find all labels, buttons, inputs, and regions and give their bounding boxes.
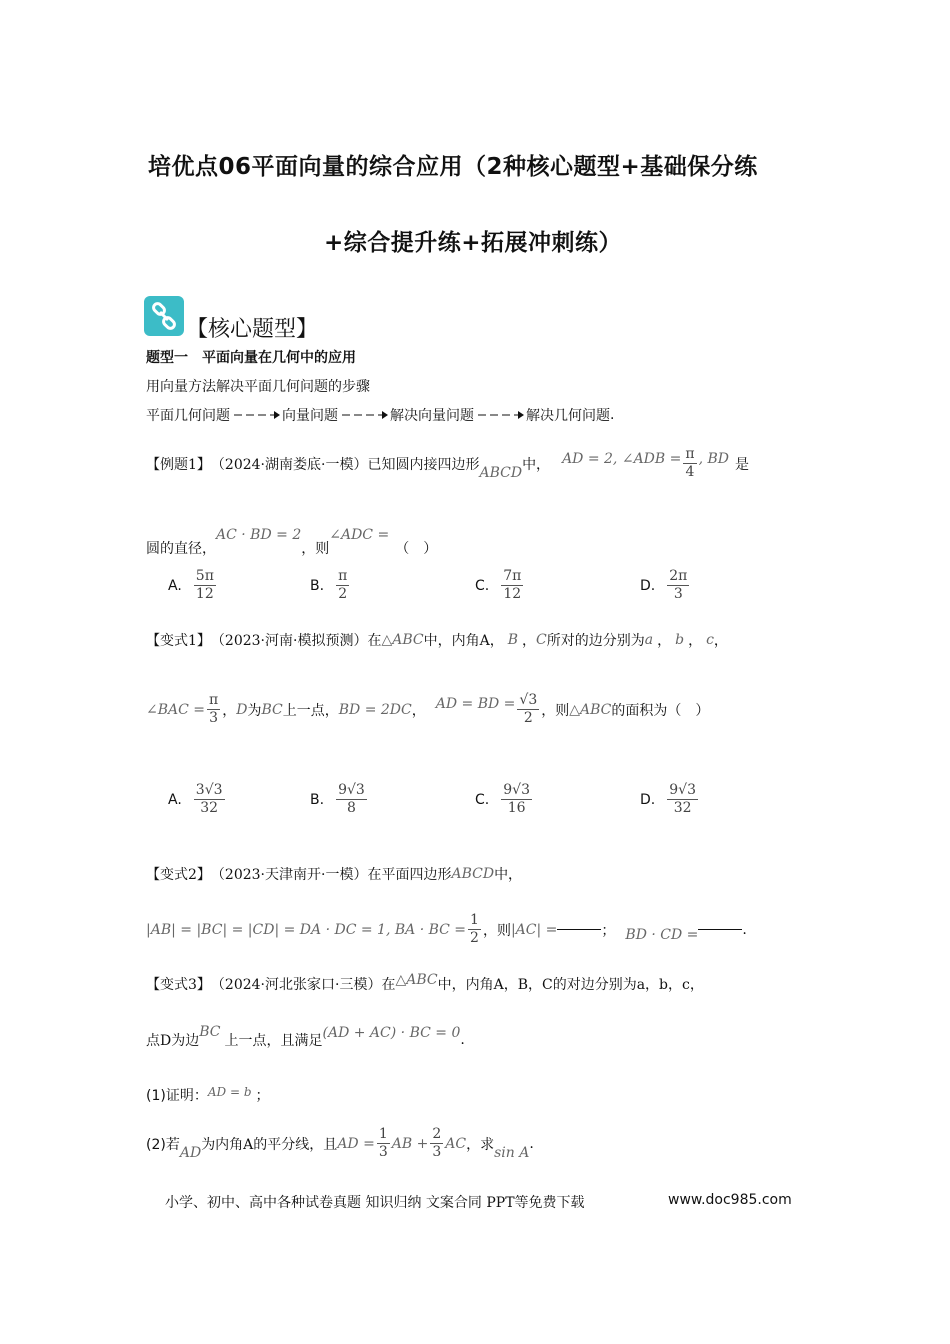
ad-b-math: AD = b	[207, 1085, 252, 1099]
option-fraction: $\frac{2\pi}{3}$	[669, 568, 688, 602]
step-3: 解决向量问题	[390, 408, 474, 424]
answer-blank-2[interactable]	[698, 929, 742, 930]
segment-bc: BC	[261, 701, 283, 718]
text: ，	[657, 633, 672, 649]
text: ；	[255, 1088, 270, 1104]
text: 为内角A的平分线，且	[201, 1136, 338, 1153]
variant-3-q1	[146, 1085, 270, 1105]
variant-1-tag: 【变式1】	[146, 633, 211, 649]
answer-blank-1[interactable]	[557, 929, 601, 930]
triangle-abc: △ABC	[395, 972, 438, 988]
ad-math: AD	[179, 1144, 202, 1161]
page-title-line2: +综合提升练+拓展冲刺练）	[324, 230, 623, 256]
ad-bd-math: AD = BD =	[435, 695, 516, 712]
text: 中，内角A，B，C的对边分别为a，b，c，	[437, 977, 704, 993]
question-type-1: 题型一 平面向量在几何中的应用	[146, 350, 356, 366]
example-1-option-c[interactable]	[475, 568, 523, 603]
variant-3-q2	[146, 1126, 534, 1161]
sin-a-math: sin A	[494, 1144, 530, 1161]
fraction-pi-3: $\frac{\pi}{3}$	[209, 692, 219, 726]
variant-3-line2	[146, 1024, 465, 1050]
link-icon	[144, 296, 184, 336]
text: ，求	[466, 1136, 495, 1153]
text: .	[460, 1032, 465, 1048]
option-fraction: $\frac{7\pi}{12}$	[503, 568, 522, 602]
fraction-sqrt3-2: $\frac{√3}{2}$	[519, 692, 538, 726]
text: 的面积为（ ）	[611, 702, 710, 719]
text: 上一点，	[282, 702, 339, 719]
step-2: 向量问题	[282, 408, 338, 424]
variant-1-line1	[146, 630, 728, 650]
option-letter: B.	[310, 577, 325, 594]
ac-math: |AC| =	[510, 921, 558, 938]
bd-cd-math: BD · CD =	[625, 926, 699, 943]
text: 点D为边	[146, 1033, 200, 1049]
text: ，	[522, 633, 537, 649]
variant-1-option-a[interactable]	[168, 782, 225, 817]
option-letter: A.	[168, 577, 182, 594]
ad-eq-math: AD =	[337, 1135, 375, 1152]
arrow-icon	[340, 410, 388, 420]
text: ，则	[482, 922, 511, 939]
option-letter: B.	[310, 791, 325, 808]
text: 是	[735, 456, 749, 473]
option-letter: C.	[475, 577, 490, 594]
text: ，	[713, 633, 728, 649]
example-1-tag: 【例题1】	[146, 456, 211, 473]
variant-3-source: （2024·河北张家口·三模）在	[210, 977, 396, 993]
example-1-source: （2024·湖南娄底·一模）已知圆内接四边形	[210, 456, 480, 473]
example-1-option-d[interactable]	[640, 568, 689, 603]
variant-1-option-d[interactable]	[640, 782, 698, 817]
arrow-icon	[232, 410, 280, 420]
point-d: D	[236, 701, 248, 718]
text: 所对的边分别为	[546, 633, 645, 649]
vertex-c: C	[536, 632, 547, 648]
text: 中，内角A，	[423, 633, 504, 649]
condition-math: |AB| = |BC| = |CD| = DA · DC = 1, BA · BC =	[146, 921, 467, 938]
footer-site-link[interactable]: www.doc985.com	[668, 1192, 792, 1208]
page-title-line1: 培优点06平面向量的综合应用（2种核心题型+基础保分练	[148, 154, 758, 180]
text: (2)若	[146, 1136, 180, 1153]
fraction-pi-4: $\frac{\pi}{4}$	[685, 446, 695, 480]
equation-math: (AD + AC) · BC = 0	[322, 1025, 461, 1041]
example-1-line2	[146, 512, 437, 558]
variant-1-line2	[146, 692, 709, 727]
step-1: 平面几何问题	[146, 408, 230, 424]
footer-text: 小学、初中、高中各种试卷真题 知识归纳 文案合同 PPT等免费下载	[165, 1195, 585, 1211]
bd-2dc-math: BD = 2DC	[338, 701, 412, 718]
condition-bd: , BD	[698, 450, 729, 467]
variant-1-source: （2023·河南·模拟预测）在	[210, 633, 382, 649]
text: （ ）	[395, 541, 438, 557]
example-1-option-a[interactable]	[168, 568, 216, 603]
text: ，	[411, 702, 426, 719]
text: .	[529, 1135, 534, 1152]
option-fraction: $\frac{9√3}{32}$	[669, 782, 696, 816]
vertex-b: B	[507, 632, 519, 648]
quad-abcd: ABCD	[451, 866, 495, 882]
steps-end: .	[610, 407, 615, 423]
text: ，则	[541, 702, 570, 719]
quad-abcd: ABCD	[479, 464, 523, 481]
option-fraction: $\frac{9√3}{16}$	[503, 782, 530, 816]
fraction-1-3: $\frac{1}{3}$	[378, 1126, 388, 1160]
side-a: a	[644, 632, 654, 648]
text: ；	[601, 922, 616, 939]
variant-1-option-b[interactable]	[310, 782, 367, 817]
fraction-1-2: $\frac{1}{2}$	[470, 912, 479, 946]
triangle-abc-2: △ABC	[569, 701, 612, 718]
variant-3-line1	[146, 974, 704, 994]
option-letter: D.	[640, 577, 656, 594]
text: ，则	[301, 541, 330, 557]
option-fraction: $\frac{\pi}{2}$	[338, 568, 348, 602]
ab-plus-math: AB +	[391, 1135, 429, 1152]
text: 上一点，且满足	[224, 1033, 323, 1049]
text: 为	[247, 702, 262, 719]
example-1-option-b[interactable]	[310, 568, 349, 603]
side-b: b	[675, 632, 685, 648]
triangle-abc: △ABC	[381, 632, 424, 648]
option-letter: C.	[475, 791, 490, 808]
steps-title: 用向量方法解决平面几何问题的步骤	[146, 379, 370, 395]
angle-adc-math: ∠ADC =	[329, 527, 390, 543]
fraction-2-3: $\frac{2}{3}$	[432, 1126, 442, 1160]
variant-1-option-c[interactable]	[475, 782, 532, 817]
side-c: c	[706, 632, 714, 648]
option-fraction: $\frac{3√3}{32}$	[195, 782, 223, 816]
text: (1)证明：	[146, 1088, 208, 1104]
arrow-icon	[476, 410, 524, 420]
example-1-line1	[146, 446, 749, 481]
variant-2-tag: 【变式2】	[146, 867, 211, 883]
option-fraction: $\frac{5\pi}{12}$	[195, 568, 214, 602]
text: 中，	[494, 867, 523, 883]
text: ，	[222, 702, 237, 719]
angle-bac-math: ∠BAC =	[146, 701, 206, 718]
section-title: 【核心题型】	[186, 317, 319, 342]
step-4: 解决几何问题	[526, 408, 610, 424]
ac-math: AC	[445, 1135, 467, 1152]
condition-math: AD = 2, ∠ADB =	[562, 450, 682, 467]
variant-2-line2	[146, 912, 747, 947]
text: 圆的直径，	[146, 541, 216, 557]
option-letter: A.	[168, 791, 182, 808]
variant-2-source: （2023·天津南开·一模）在平面四边形	[210, 867, 452, 883]
variant-2-line1	[146, 864, 522, 884]
option-fraction: $\frac{9√3}{8}$	[338, 782, 365, 816]
text: 中，	[522, 456, 551, 473]
segment-bc: BC	[199, 1024, 221, 1040]
steps-flow	[146, 405, 614, 425]
dot-product-math: AC · BD = 2	[216, 527, 302, 543]
text: .	[742, 921, 747, 938]
variant-3-tag: 【变式3】	[146, 977, 211, 993]
option-letter: D.	[640, 791, 656, 808]
text: ，	[688, 633, 703, 649]
